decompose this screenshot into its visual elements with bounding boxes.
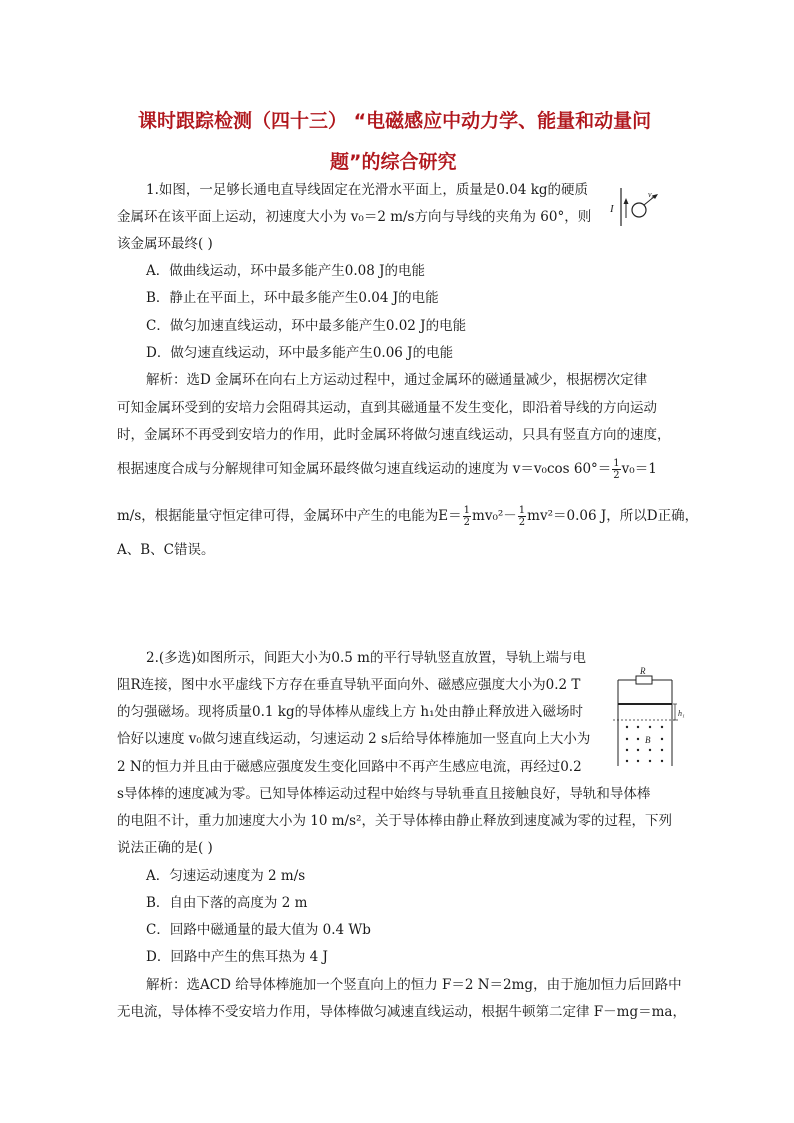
q1-analysis-line3: 时，金属环不再受到安培力的作用，此时金属环将做匀速直线运动，只具有竖直方向的速度， bbox=[117, 427, 671, 443]
q2-stem-line4: 恰好以速度 v₀做匀速直线运动，匀速运动 2 s后给导体棒施加一竖直向上大小为 bbox=[117, 731, 591, 747]
analysis-text: m/s，根据能量守恒定律可得，金属环中产生的电能为E＝ bbox=[117, 508, 462, 524]
q1-stem-line3: 该金属环最终( ) bbox=[117, 236, 213, 252]
analysis-text: mv₀²－ bbox=[472, 508, 517, 524]
q2-stem-line3: 的匀强磁场。现将质量0.1 kg的导体棒从虚线上方 h₁处由静止释放进入磁场时 bbox=[117, 704, 583, 720]
height-label: h₁ bbox=[678, 709, 685, 718]
page-title-line2: 题”的综合研究 bbox=[330, 151, 457, 173]
velocity-label: v₀ bbox=[648, 190, 655, 199]
q1-option-b: B．静止在平面上，环中最多能产生0.04 J的电能 bbox=[146, 290, 439, 306]
q1-analysis-line6: A、B、C错误。 bbox=[117, 542, 215, 558]
q1-analysis-line2: 可知金属环受到的安培力会阻碍其运动，直到其磁通量不发生变化，即沿着导线的方向运动 bbox=[117, 400, 657, 416]
analysis-text: mv²＝0.06 J，所以D正确， bbox=[527, 508, 699, 524]
analysis-text: 根据速度合成与分解规律可知金属环最终做匀速直线运动的速度为 v＝v₀cos 60°＝ bbox=[117, 461, 612, 477]
q2-rail-field-figure bbox=[612, 664, 692, 768]
field-label: B bbox=[645, 735, 651, 745]
fraction-half: $\frac{1}{2}$ bbox=[518, 505, 526, 528]
q2-stem-line7: 的电阻不计，重力加速度大小为 10 m/s²，关于导体棒由静止释放到速度减为零的过程，下列 bbox=[117, 813, 672, 829]
page-title-line1: 课时跟踪检测（四十三） “电磁感应中动力学、能量和动量问 bbox=[138, 110, 652, 132]
q2-stem-line8: 说法正确的是( ) bbox=[117, 840, 213, 856]
q1-option-d: D．做匀速直线运动，环中最多能产生0.06 J的电能 bbox=[146, 345, 454, 361]
fraction-half: $\frac{1}{2}$ bbox=[613, 458, 620, 481]
resistor-box bbox=[636, 676, 652, 684]
resistor-label: R bbox=[640, 666, 646, 676]
q1-analysis-line1: 解析：选D 金属环在向右上方运动过程中，通过金属环的磁通量减少，根据楞次定律 bbox=[146, 372, 648, 388]
current-label: I bbox=[610, 203, 614, 215]
q2-stem-line6: s导体棒的速度减为零。已知导体棒运动过程中始终与导轨垂直且接触良好，导轨和导体棒 bbox=[117, 786, 651, 802]
q2-option-b: B．自由下落的高度为 2 m bbox=[146, 895, 308, 911]
q2-analysis-line2: 无电流，导体棒不受安培力作用，导体棒做匀减速直线运动，根据牛顿第二定律 F－mg＝ma， bbox=[117, 1004, 686, 1020]
q1-analysis-line5 bbox=[117, 505, 698, 528]
q1-stem-line1: 1.如图，一足够长通电直导线固定在光滑水平面上，质量是0.04 kg的硬质 bbox=[146, 182, 589, 198]
q2-stem-line1: 2.(多选)如图所示，间距大小为0.5 m的平行导轨竖直放置，导轨上端与电 bbox=[146, 650, 586, 666]
q1-stem-line2: 金属环在该平面上运动，初速度大小为 v₀＝2 m/s方向与导线的夹角为 60°，则 bbox=[117, 209, 592, 225]
q2-stem-line2: 阻R连接，图中水平虚线下方存在垂直导轨平面向外、磁感应强度大小为0.2 T bbox=[117, 677, 581, 693]
fraction-half: $\frac{1}{2}$ bbox=[463, 505, 471, 528]
q1-option-a: A．做曲线运动，环中最多能产生0.08 J的电能 bbox=[146, 263, 426, 279]
q1-wire-ring-figure bbox=[608, 184, 664, 230]
q2-option-d: D．回路中产生的焦耳热为 4 J bbox=[146, 949, 328, 965]
q2-stem-line5: 2 N的恒力并且由于磁感应强度发生变化回路中不再产生感应电流，再经过0.2 bbox=[117, 759, 582, 775]
analysis-text: v₀＝1 bbox=[621, 461, 657, 477]
q1-analysis-line4 bbox=[117, 458, 657, 481]
q2-option-c: C．回路中磁通量的最大值为 0.4 Wb bbox=[146, 922, 371, 938]
q1-option-c: C．做匀加速直线运动，环中最多能产生0.02 J的电能 bbox=[146, 318, 467, 334]
q2-analysis-line1: 解析：选ACD 给导体棒施加一个竖直向上的恒力 F＝2 N＝2mg，由于施加恒力后回路中 bbox=[146, 977, 682, 993]
q2-option-a: A．匀速运动速度为 2 m/s bbox=[146, 868, 306, 884]
metal-ring bbox=[632, 203, 646, 217]
